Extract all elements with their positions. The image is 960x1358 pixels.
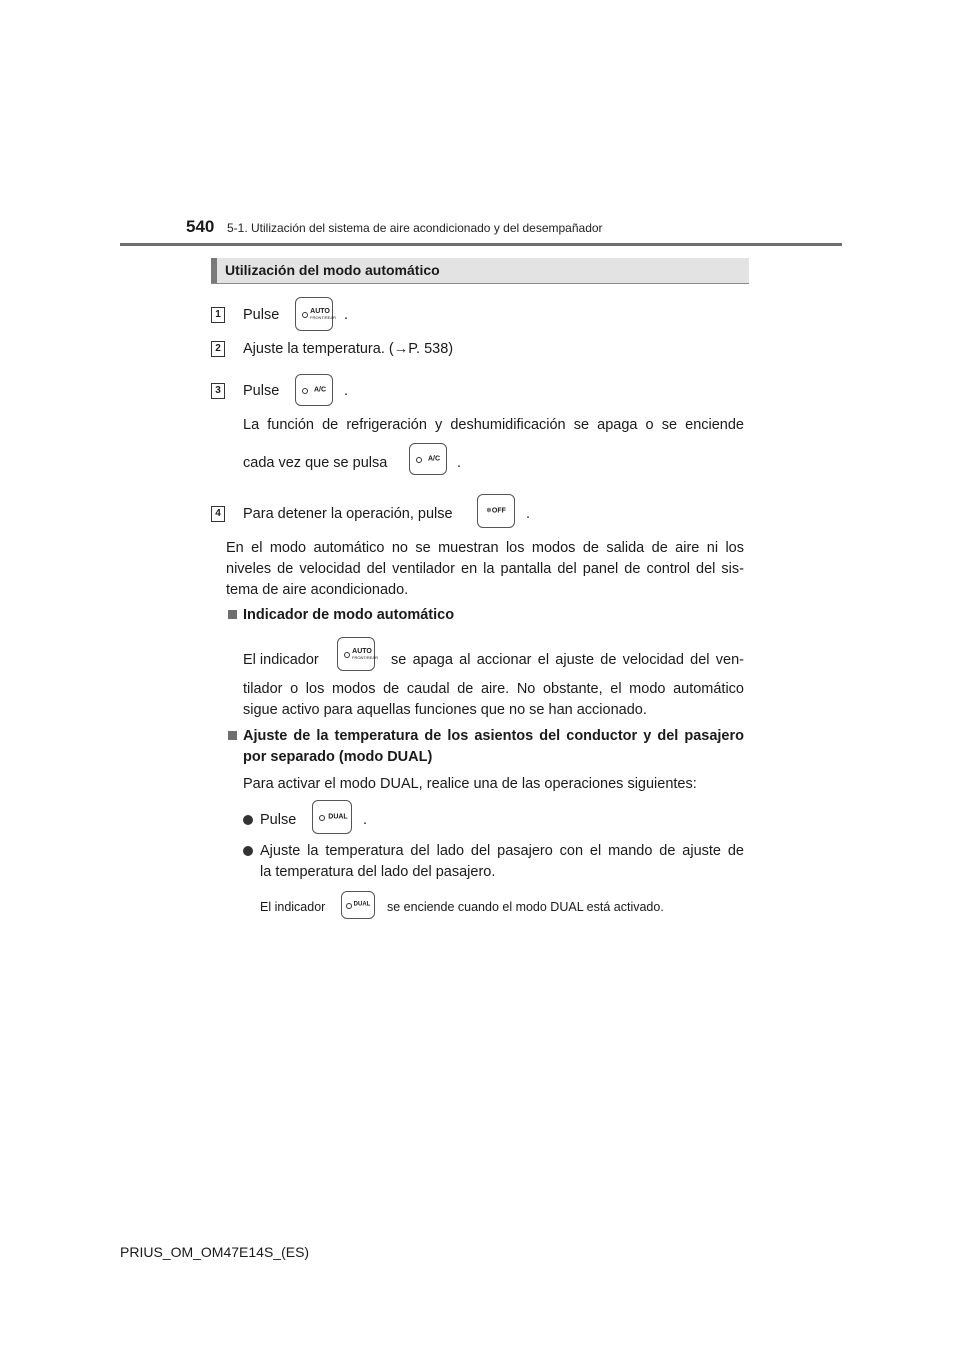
dual-note-suffix: se enciende cuando el modo DUAL está activado.	[387, 900, 664, 914]
auto-indicator-title: Indicador de modo automático	[243, 607, 455, 623]
indicator-led-icon	[416, 457, 422, 463]
ac-button-icon	[409, 443, 447, 475]
dual-button-icon	[312, 800, 352, 834]
off-button-icon	[477, 494, 515, 528]
step-4-prefix: Para detener la operación, pulse	[243, 506, 453, 522]
section-accent	[211, 258, 217, 283]
indicator-led-icon	[319, 815, 325, 821]
dual-bullet2-line1: Ajuste la temperatura del lado del pasajero con el mando de ajuste de	[260, 843, 744, 859]
step-1-number: 1	[211, 307, 225, 323]
step-3-prefix: Pulse	[243, 383, 280, 399]
step-4-number: 4	[211, 506, 225, 522]
dual-button-label: DUAL	[328, 813, 348, 821]
step-3-detail-line2-suffix: .	[457, 455, 462, 471]
section-heading	[211, 258, 749, 284]
dot-bullet-icon	[243, 815, 253, 825]
auto-indicator-line3: sigue activo para aquellas funciones que no se han accionado.	[243, 702, 647, 718]
ac-button-icon	[295, 374, 333, 406]
auto-button-icon	[337, 637, 378, 671]
dual-intro: Para activar el modo DUAL, realice una de las operaciones siguientes:	[243, 776, 697, 792]
step-4-suffix: .	[526, 506, 531, 522]
dual-indicator-icon	[341, 891, 375, 919]
step-1-suffix: .	[344, 307, 349, 323]
page-number: 540	[186, 217, 215, 236]
paragraph-line1: En el modo automático no se muestran los modos de salida de aire ni los	[226, 540, 744, 556]
dual-title-line2: por separado (modo DUAL)	[243, 749, 433, 765]
dual-note-prefix: El indicador	[260, 900, 326, 914]
indicator-led-icon	[344, 652, 350, 658]
dual-bullet1-prefix: Pulse	[260, 812, 297, 828]
dot-bullet-icon	[243, 846, 253, 856]
paragraph-line2: niveles de velocidad del ventilador en la pantalla del panel de control del sis-	[226, 561, 744, 577]
auto-indicator-line1-prefix: El indicador	[243, 652, 319, 668]
step-2-number: 2	[211, 341, 225, 357]
auto-button-icon	[295, 297, 336, 331]
header-divider	[120, 243, 842, 246]
indicator-led-icon	[302, 312, 308, 318]
ac-button-label: A/C	[313, 386, 327, 394]
square-bullet-icon	[228, 731, 237, 740]
indicator-led-icon	[302, 388, 308, 394]
square-bullet-icon	[228, 610, 237, 619]
paragraph-line3: tema de aire acondicionado.	[226, 582, 409, 598]
section-title: Utilización del modo automático	[225, 262, 440, 278]
off-button-label: ❄OFF	[486, 507, 506, 515]
auto-indicator-line2: tilador o los modos de caudal de aire. No obstante, el modo automático	[243, 681, 744, 697]
document-id: PRIUS_OM_OM47E14S_(ES)	[120, 1244, 310, 1260]
dual-title-line1: Ajuste de la temperatura de los asientos del conductor y del pasajero	[243, 728, 744, 744]
chapter-title: 5-1. Utilización del sistema de aire acondicionado y del desempañador	[227, 221, 603, 235]
auto-indicator-line1-suffix: se apaga al accionar el ajuste de velocidad del ven-	[391, 652, 744, 668]
auto-button-label: AUTO FRONT/REAR	[352, 648, 378, 660]
dual-bullet1-suffix: .	[363, 812, 368, 828]
step-3-suffix: .	[344, 383, 349, 399]
step-3-detail-line1: La función de refrigeración y deshumidificación se apaga o se enciende	[243, 417, 744, 433]
ac-button-label: A/C	[427, 455, 441, 463]
step-1-prefix: Pulse	[243, 307, 280, 323]
dual-indicator-label: DUAL	[353, 901, 371, 908]
auto-button-label: AUTO FRONT/REAR	[310, 308, 336, 320]
step-3-detail-line2-prefix: cada vez que se pulsa	[243, 455, 388, 471]
step-3-number: 3	[211, 383, 225, 399]
step-2-text: Ajuste la temperatura. (→P. 538)	[243, 341, 454, 357]
dual-bullet2-line2: la temperatura del lado del pasajero.	[260, 864, 496, 880]
